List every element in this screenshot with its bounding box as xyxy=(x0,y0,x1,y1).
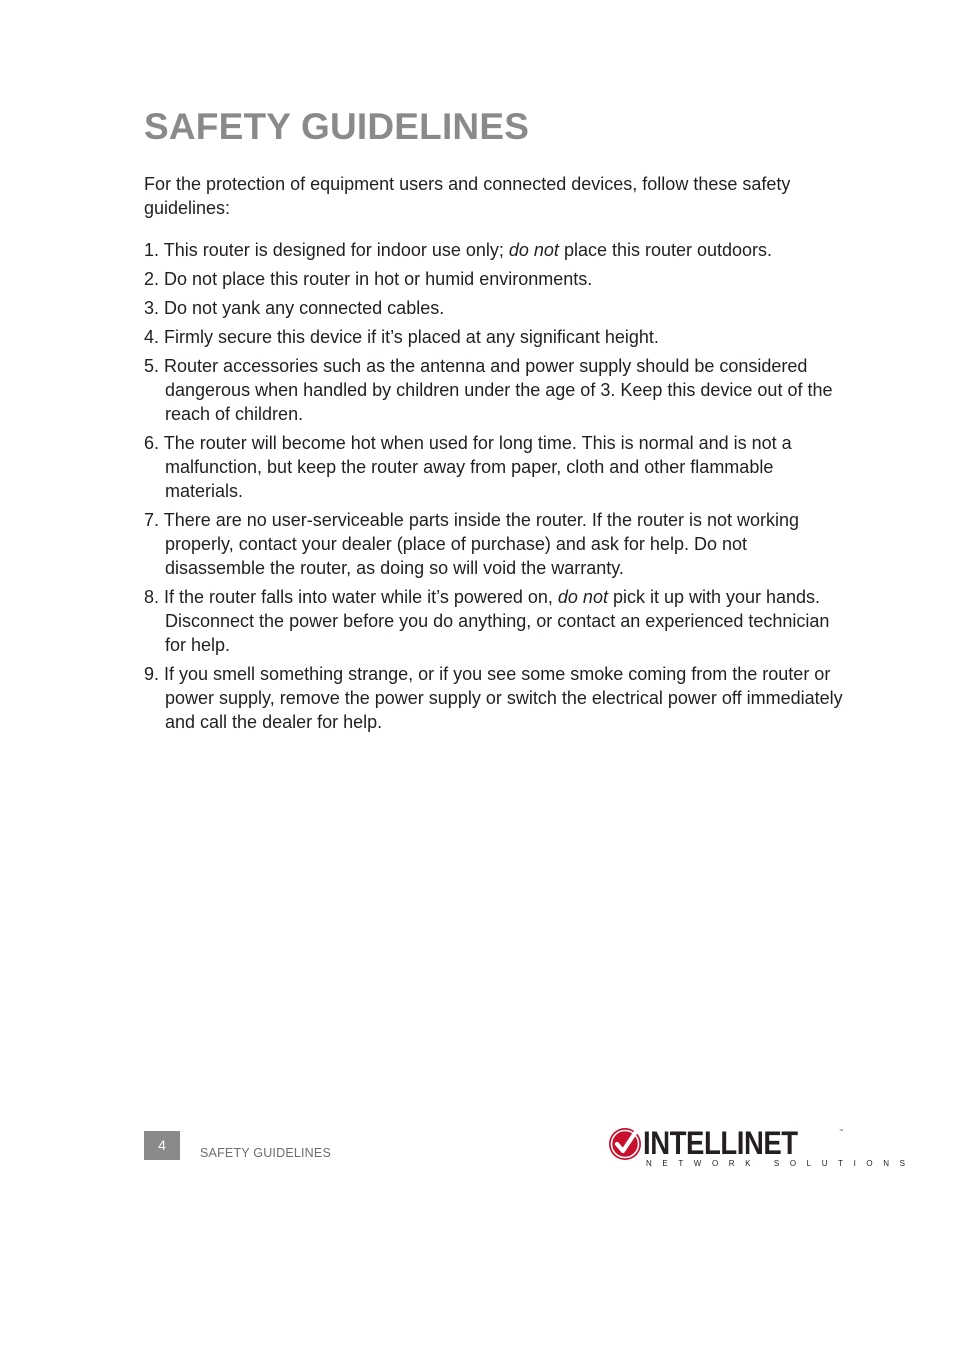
guideline-emphasis: do not xyxy=(557,587,608,607)
guideline-text-after: pick it up with your hands. Disconnect the power before you do anything, or contact an experienced technician for help. xyxy=(165,587,830,655)
page-title: SAFETY GUIDELINES xyxy=(144,106,530,147)
guideline-number: 5. xyxy=(144,356,160,376)
logo-tagline: NETWORK SOLUTIONS xyxy=(646,1159,916,1168)
guideline-text: This router is designed for indoor use only; xyxy=(163,240,509,260)
guideline-text: Firmly secure this device if it’s placed at any significant height. xyxy=(164,327,659,347)
logo-trademark: ™ xyxy=(839,1128,843,1133)
guideline-number: 3. xyxy=(144,298,160,318)
guideline-text-after: place this router outdoors. xyxy=(558,240,773,260)
guideline-number: 9. xyxy=(144,664,160,684)
guideline-number: 4. xyxy=(144,327,160,347)
guideline-number: 8. xyxy=(144,587,160,607)
guideline-item xyxy=(144,585,844,657)
guideline-item xyxy=(144,354,844,426)
safety-guidelines-list xyxy=(144,238,844,739)
guideline-emphasis: do not xyxy=(508,240,559,260)
guideline-item xyxy=(144,238,844,262)
intro-paragraph: For the protection of equipment users and connected devices, follow these safety guidelines: xyxy=(144,174,791,218)
guideline-text: If you smell something strange, or if you see some smoke coming from the router or power supply, remove the power supply or switch the electrical power off immediately and call the dealer for help. xyxy=(164,664,843,732)
guideline-text: The router will become hot when used for long time. This is normal and is not a malfunction, but keep the router away from paper, cloth and other flammable materials. xyxy=(163,433,792,501)
guideline-number: 1. xyxy=(144,240,160,260)
guideline-text: Router accessories such as the antenna and power supply should be considered dangerous when handled by children under the age of 3. Keep this device out of the reach of children. xyxy=(164,356,833,424)
guideline-text: There are no user-serviceable parts inside the router. If the router is not working properly, contact your dealer (place of purchase) and ask for help. Do not disassemble the router, as doing so will void the warranty. xyxy=(163,510,800,578)
guideline-item xyxy=(144,325,844,349)
guideline-item xyxy=(144,431,844,503)
check-mark-circle-icon xyxy=(608,1127,642,1161)
intellinet-logo xyxy=(608,1124,916,1172)
footer-section-label: SAFETY GUIDELINES xyxy=(200,1146,331,1160)
guideline-item xyxy=(144,267,844,291)
logo-wordmark: INTELLINET xyxy=(643,1125,798,1161)
guideline-number: 6. xyxy=(144,433,160,453)
guideline-number: 2. xyxy=(144,269,160,289)
guideline-number: 7. xyxy=(144,510,160,530)
guideline-item xyxy=(144,508,844,580)
guideline-text: If the router falls into water while it’s powered on, xyxy=(164,587,558,607)
guideline-item xyxy=(144,296,844,320)
guideline-text: Do not yank any connected cables. xyxy=(164,298,445,318)
guideline-item xyxy=(144,662,844,734)
guideline-text: Do not place this router in hot or humid environments. xyxy=(164,269,593,289)
page-number: 4 xyxy=(144,1131,180,1160)
